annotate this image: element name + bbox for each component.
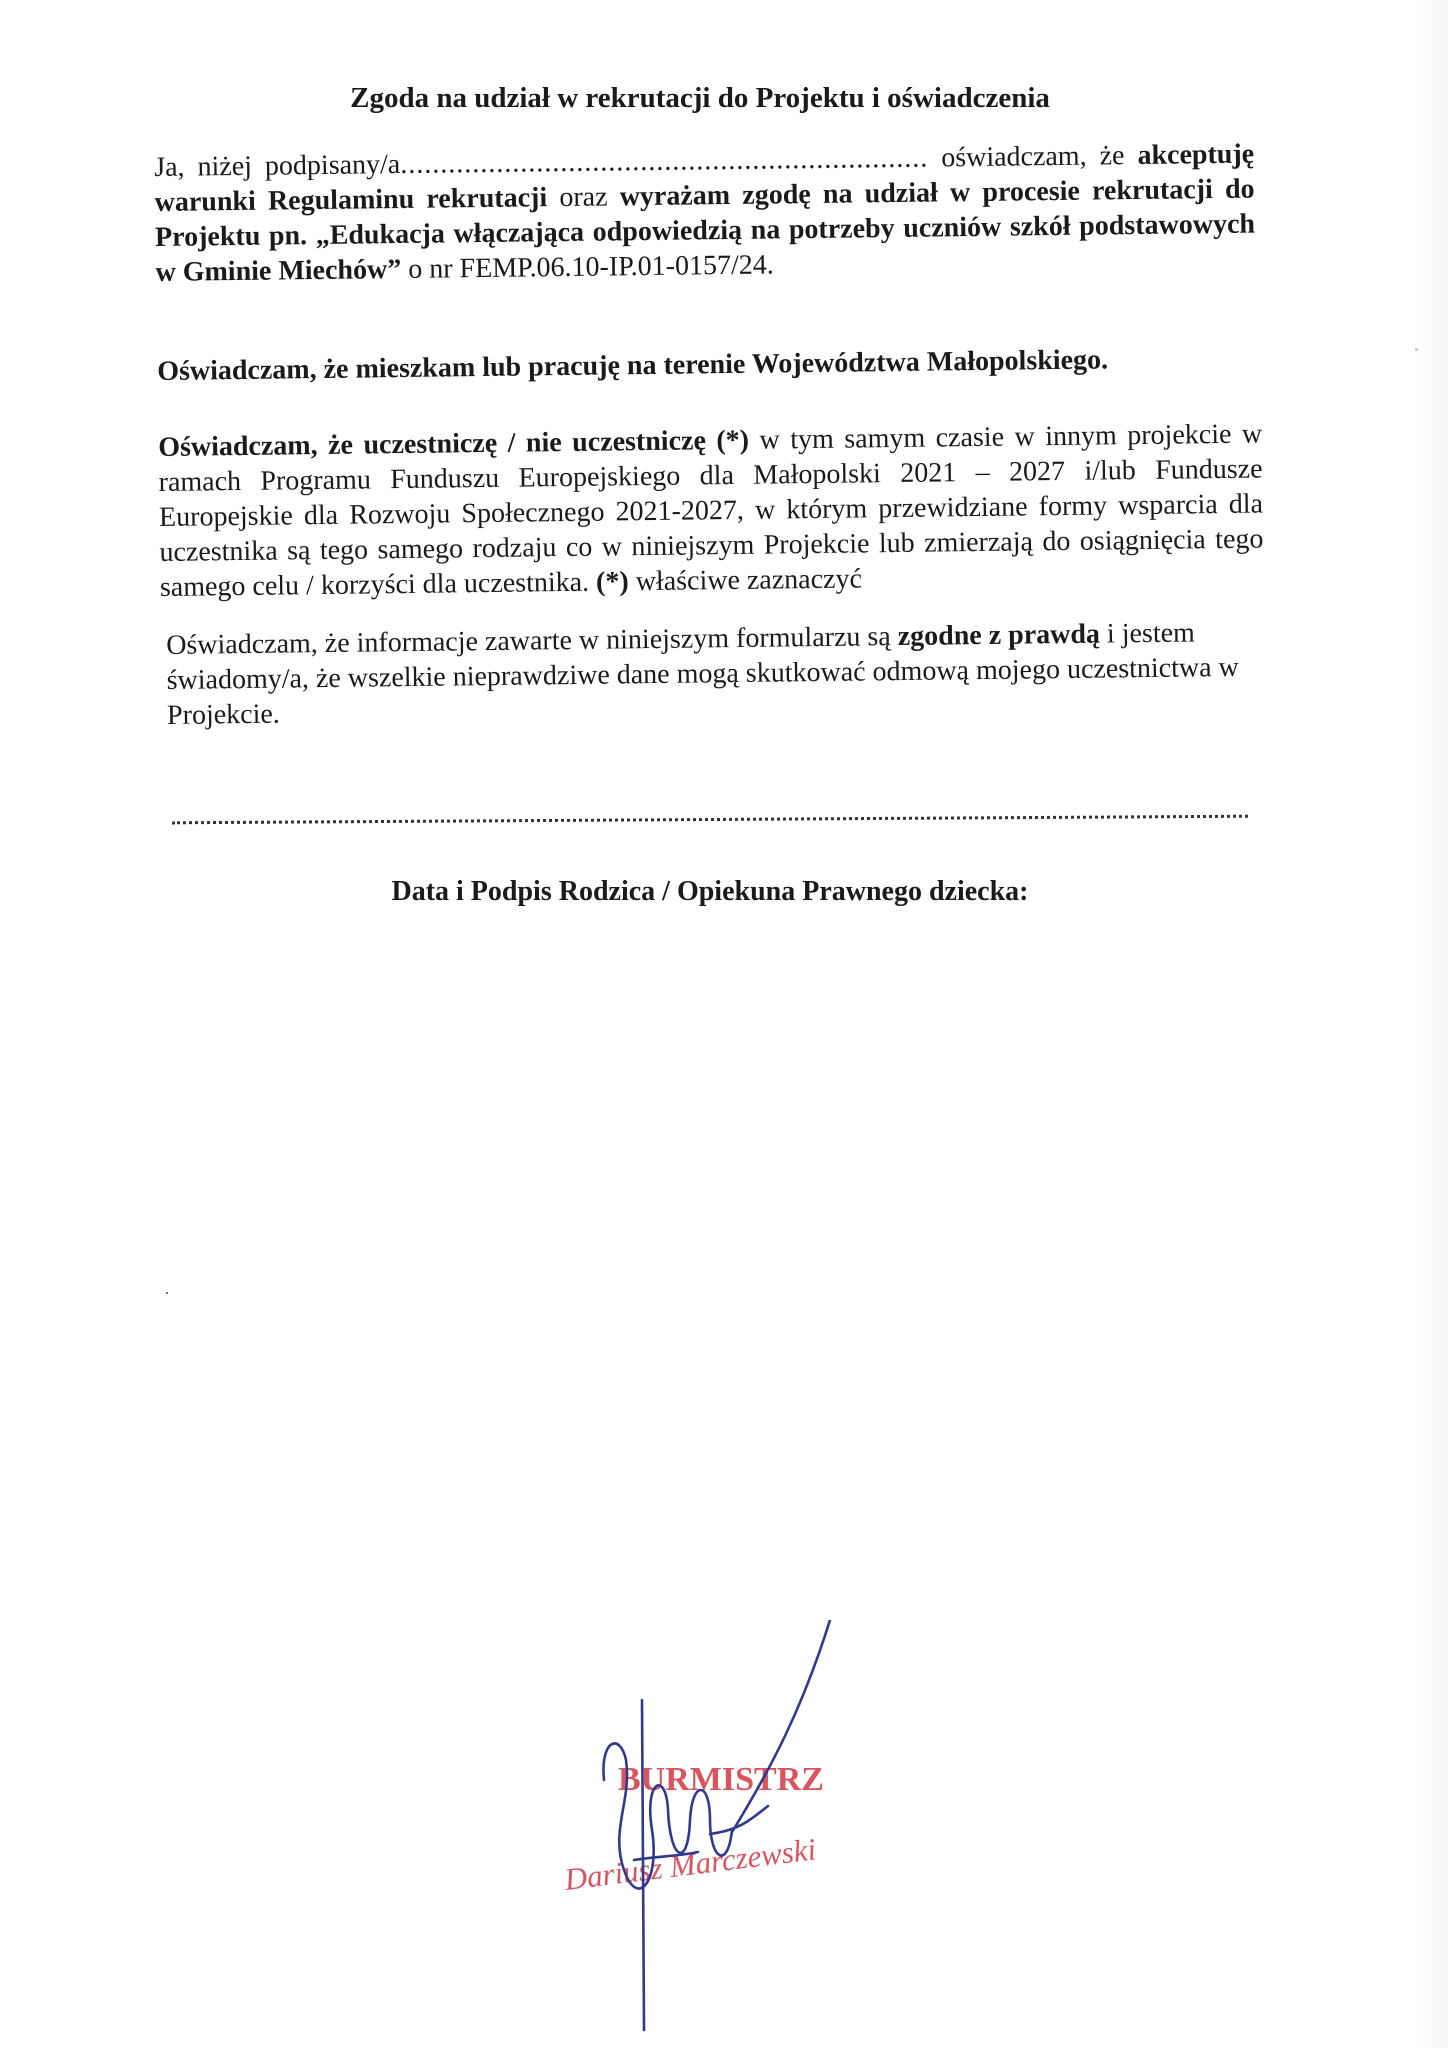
participation-asterisk: (*) [595, 566, 629, 598]
stamp-signature-graphic [540, 1620, 960, 2040]
signature-dotted-line [172, 815, 1248, 825]
truth-bold: zgodne z prawdą [897, 618, 1101, 653]
truthfulness-statement [166, 615, 1257, 733]
participation-note: właściwe zaznaczyć [628, 563, 863, 598]
stamp-title-text: BURMISTRZ [618, 1761, 824, 1798]
scan-speck [166, 1292, 168, 1294]
participation-statement [158, 417, 1264, 605]
handwritten-signature [603, 1620, 830, 2030]
scan-edge-shadow [1418, 0, 1448, 2048]
stamp-name-text: Dariusz Marczewski [562, 1831, 818, 1897]
residence-statement: Oświadczam, że mieszkam lub pracuję na terenie Województwa Małopolskiego. [157, 344, 1109, 387]
consent-mid: oświadczam, że [928, 139, 1138, 174]
consent-bold-terms: akceptuję warunki Regulaminu rekrutacji [154, 138, 1255, 218]
participation-text: w tym samym czasie w innym projekcie w ramach Programu Funduszu Europejskiego dla Małopolski 2021 – 2027 i/lub Fundusze Europejskie dla Rozwoju Społecznego 2021-2027, w którym przewidziane formy wsparcia dla uczestnika są tego samego rodzaju co w niniejszym Projekcie lub zmierzają do osiągnięcia tego samego celu / korzyści dla uczestnika. [158, 418, 1264, 603]
name-fill-dots: .................................................................. [400, 142, 929, 180]
participation-bold: Oświadczam, że uczestniczę / nie uczestniczę (*) [158, 424, 750, 463]
mayor-stamp-and-signature [540, 1620, 960, 2040]
consent-bold-project: wyrażam zgodę na udział w procesie rekrutacji do Projektu pn. „Edukacja włączająca odpowiedzią na potrzeby uczniów szkół podstawowych w Gminie Miechów” [154, 173, 1256, 288]
official-stamp [562, 1761, 824, 1897]
consent-start: Ja, niżej podpisany/a [154, 148, 401, 183]
consent-mid2: oraz [546, 181, 620, 214]
document-title: Zgoda na udział w rekrutacji do Projektu i oświadczenia [350, 82, 1050, 114]
consent-paragraph [154, 137, 1256, 290]
signature-caption: Data i Podpis Rodzica / Opiekuna Prawnego dziecka: [391, 876, 1029, 907]
truth-start: Oświadczam, że informacje zawarte w niniejszym formularzu są [166, 621, 898, 661]
scan-speck [1415, 348, 1418, 351]
consent-end: o nr FEMP.06.10-IP.01-0157/24. [401, 249, 774, 285]
truth-end: i jestem świadomy/a, że wszelkie nieprawdziwe dane mogą skutkować odmową mojego uczestnictwa w Projekcie. [166, 617, 1239, 731]
